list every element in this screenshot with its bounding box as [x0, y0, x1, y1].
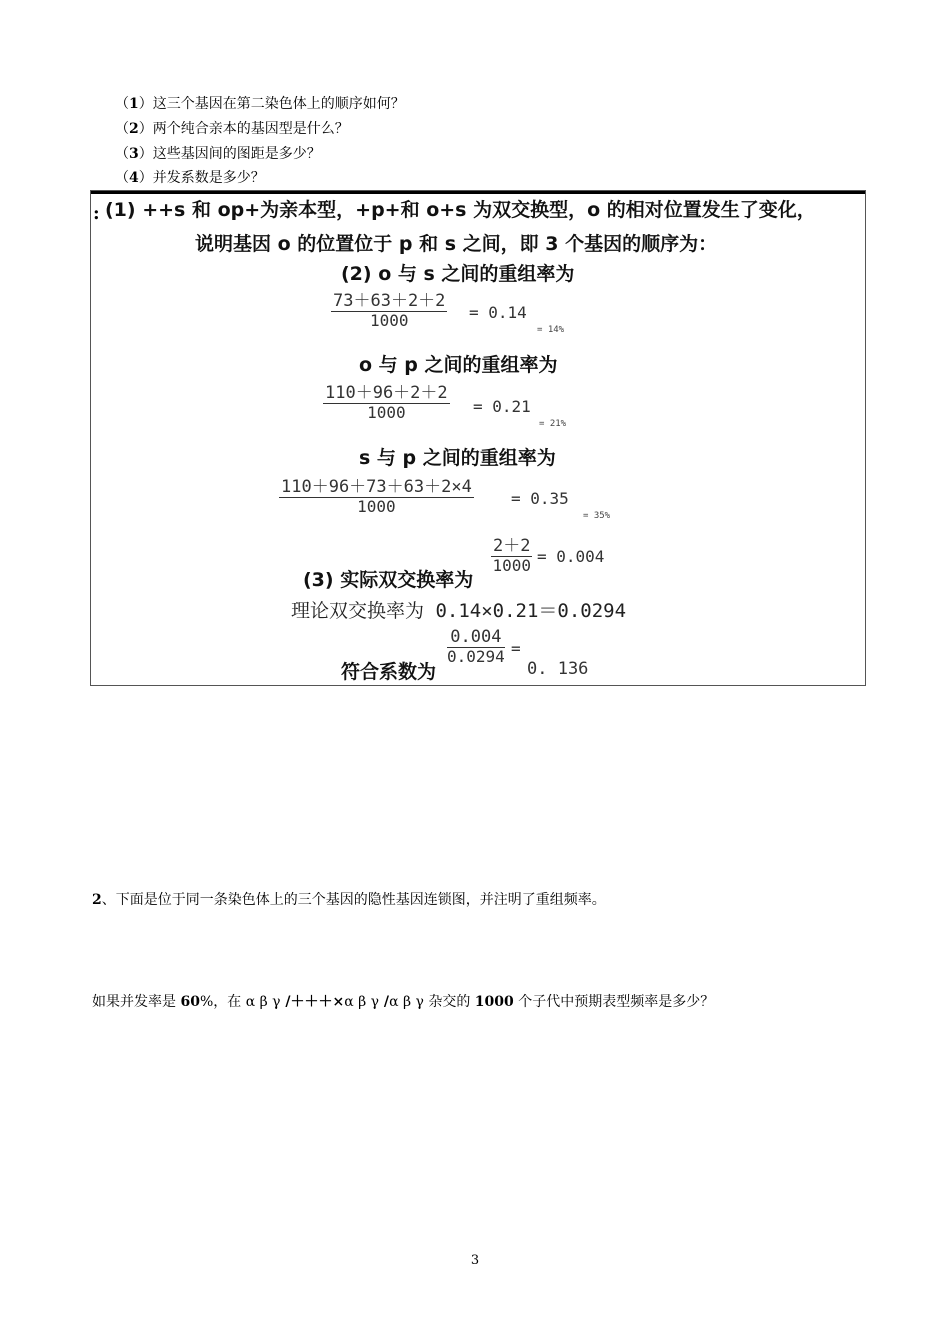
question-3: （3）这些基因间的图距是多少？ — [115, 146, 321, 162]
sp-numerator: 110＋96＋73＋63＋2×4 — [281, 477, 472, 497]
question-text: 两个纯合亲本的基因型是什么？ — [152, 121, 349, 137]
q-cross2: / — [379, 994, 390, 1010]
problem-2-text: 、下面是位于同一条染色体上的三个基因的隐性基因连锁图，并注明了重组频率。 — [101, 892, 606, 908]
coc-denominator: 0.0294 — [447, 647, 505, 666]
question-4: （4）并发系数是多少？ — [115, 170, 265, 186]
lead-colon: : — [93, 203, 100, 224]
question-text: 这三个基因在第二染色体上的顺序如何？ — [152, 96, 405, 112]
coc-fraction — [447, 627, 505, 666]
q-mid2: α β γ — [344, 994, 380, 1010]
os-title: (2) o 与 s 之间的重组率为 — [341, 263, 575, 285]
problem-2-question — [92, 992, 714, 1012]
sp-denominator: 1000 — [357, 497, 396, 516]
question-number: 2 — [129, 121, 139, 137]
dc-numerator: 2＋2 — [493, 536, 531, 556]
op-title: o 与 p 之间的重组率为 — [359, 354, 558, 376]
q-mid1: %，在 α β γ — [199, 994, 281, 1010]
question-text: 这些基因间的图距是多少？ — [152, 146, 321, 162]
coc-equals: = — [511, 639, 521, 658]
answer-image — [90, 190, 866, 686]
dc-denominator: 1000 — [492, 556, 531, 575]
problem-2 — [92, 890, 606, 910]
op-percent: = 21% — [539, 419, 567, 429]
q-post: 个子代中预期表型频率是多少？ — [513, 994, 715, 1010]
op-numerator: 110＋96＋2＋2 — [325, 383, 448, 403]
coc-value: 0. 136 — [527, 659, 589, 679]
page-number: 3 — [470, 1253, 480, 1268]
answer-line-2: 说明基因 o 的位置位于 p 和 s 之间，即 3 个基因的顺序为： — [195, 233, 718, 255]
dc-result: = 0.004 — [537, 547, 605, 566]
sp-fraction — [279, 477, 474, 516]
theory-line — [291, 596, 626, 623]
dc-label: (3) 实际双交换率为 — [303, 569, 474, 591]
os-denominator: 1000 — [369, 311, 409, 330]
sp-percent: = 35% — [583, 511, 611, 521]
q-rate: 60 — [180, 994, 200, 1010]
question-number: 1 — [129, 96, 139, 112]
dc-fraction — [491, 536, 532, 575]
coc-label: 符合系数为 — [341, 661, 437, 683]
op-denominator: 1000 — [367, 403, 406, 422]
q-count: 1000 — [474, 994, 514, 1010]
op-result: = 0.21 — [473, 397, 531, 416]
top-border-bar — [91, 191, 865, 194]
q-mid3: α β γ 杂交的 — [389, 994, 475, 1010]
os-numerator: 73＋63＋2＋2 — [333, 291, 446, 311]
q-cross1: /＋＋＋× — [280, 994, 345, 1010]
os-percent: = 14% — [537, 325, 565, 335]
question-number: 4 — [129, 170, 139, 186]
question-text: 并发系数是多少？ — [152, 170, 265, 186]
problem-number: 2 — [92, 892, 102, 908]
op-fraction — [323, 383, 450, 422]
coc-numerator: 0.004 — [450, 627, 502, 647]
question-number: 3 — [129, 146, 139, 162]
q-pre: 如果并发率是 — [92, 994, 181, 1010]
sp-title: s 与 p 之间的重组率为 — [359, 447, 556, 469]
answer-line-1: (1) ++s 和 op+为亲本型，+p+和 o+s 为双交换型，o 的相对位置发生了变化， — [105, 199, 816, 221]
os-fraction — [331, 291, 447, 330]
os-result: = 0.14 — [469, 303, 527, 322]
question-2: （2）两个纯合亲本的基因型是什么？ — [115, 121, 349, 137]
theory-text: 理论双交换率为 0.14×0.21＝0.0294 — [291, 600, 627, 622]
question-1: （1）这三个基因在第二染色体上的顺序如何？ — [115, 96, 405, 112]
sp-result: = 0.35 — [511, 489, 569, 508]
